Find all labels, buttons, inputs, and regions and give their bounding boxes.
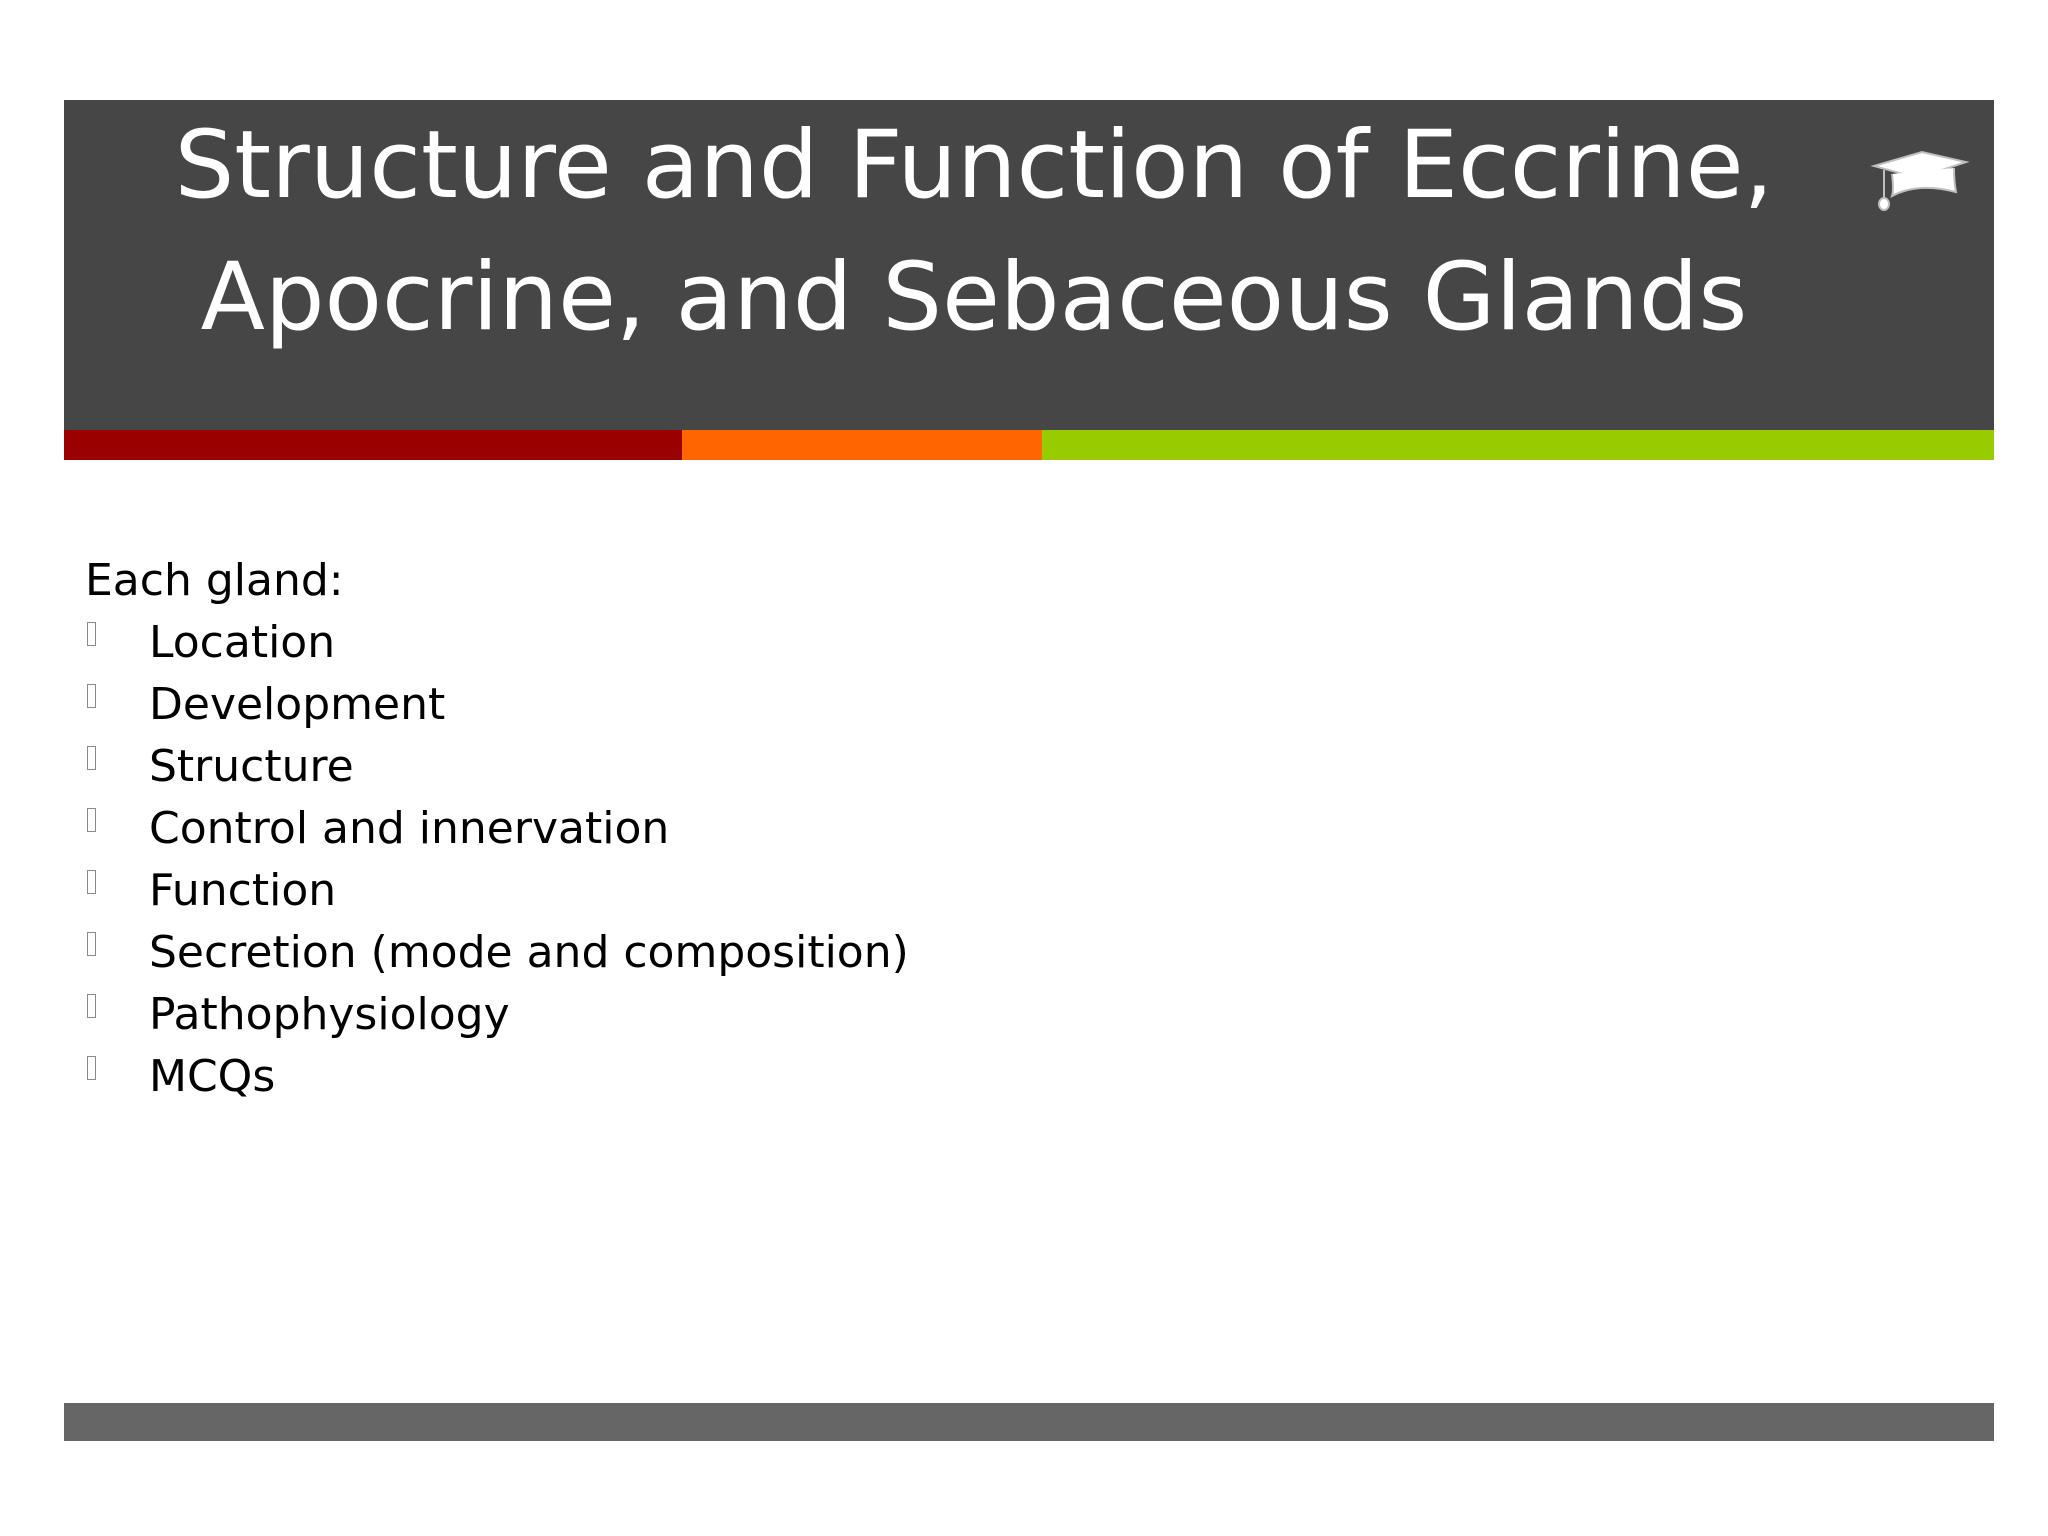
accent-stripe-green (1042, 430, 1994, 460)
title-line-2: Apocrine, and Sebaceous Glands (200, 243, 1748, 352)
slide-title (124, 100, 1824, 364)
bullet-text: Location (149, 617, 336, 668)
bullet-text: Structure (149, 741, 354, 792)
list-item (85, 1046, 1485, 1108)
intro-text: Each gland: (85, 555, 344, 606)
list-item (85, 736, 1485, 798)
graduation-cap-icon (1870, 148, 1970, 220)
title-bar (64, 100, 1994, 430)
bullet-text: MCQs (149, 1051, 276, 1102)
bullet-text: Pathophysiology (149, 989, 510, 1040)
bullet-icon (87, 932, 96, 956)
list-item (85, 612, 1485, 674)
list-item (85, 984, 1485, 1046)
title-line-1: Structure and Function of Eccrine, (174, 111, 1774, 220)
accent-stripe-orange (682, 430, 1042, 460)
bullet-text: Development (149, 679, 446, 730)
accent-stripe-red (64, 430, 682, 460)
bullet-text: Function (149, 865, 337, 916)
bullet-icon (87, 684, 96, 708)
list-item (85, 674, 1485, 736)
bullet-icon (87, 622, 96, 646)
bullet-icon (87, 994, 96, 1018)
bullet-text: Control and innervation (149, 803, 670, 854)
bullet-icon (87, 808, 96, 832)
bullet-icon (87, 1056, 96, 1080)
bullet-list (85, 612, 1485, 1108)
list-item (85, 798, 1485, 860)
footer-bar (64, 1403, 1994, 1441)
bullet-text: Secretion (mode and composition) (149, 927, 909, 978)
list-item (85, 860, 1485, 922)
bullet-icon (87, 746, 96, 770)
bullet-icon (87, 870, 96, 894)
slide-body (85, 550, 1485, 1108)
list-item (85, 922, 1485, 984)
